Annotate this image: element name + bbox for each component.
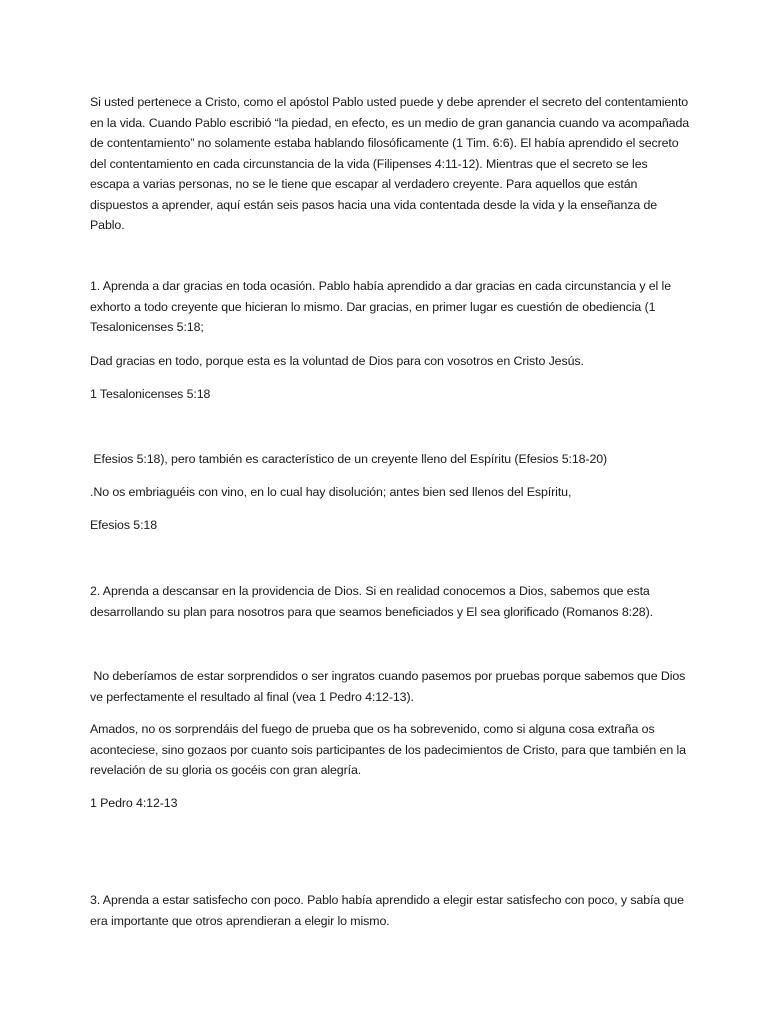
- step-1-paragraph: 1. Aprenda a dar gracias en toda ocasión. Pablo había aprendido a dar gracias en cada circunstancia y el le exhorto a todo creyente que hicieran lo mismo. Dar gracias, en primer lugar es cuestión de obediencia (1 Tesalonicenses 5:18;: [90, 279, 675, 334]
- trials-paragraph: No deberíamos de estar sorprendidos o ser ingratos cuando pasemos por pruebas porque sabemos que Dios ve perfectamente el resultado al final (vea 1 Pedro 4:12-13).: [90, 669, 689, 704]
- verse-quote-3: Amados, no os sorprendáis del fuego de prueba que os ha sobrevenido, como si alguna cosa extraña os aconteciese, sino gozaos por cuanto sois participantes de los padecimientos de Cristo, para que también en la revelación de su gloria os gocéis con gran alegría.: [90, 722, 690, 777]
- intro-paragraph: Si usted pertenece a Cristo, como el apóstol Pablo usted puede y debe aprender el secreto del contentamiento en la vida. Cuando Pablo escribió “la piedad, en efecto, es un medio de gran ganancia cuando va acompañada de contentamiento” no solamente estaba hablando filosóficamente (1 Tim. 6:6). El había aprendido el secreto del contentamiento en cada circunstancia de la vida (Filipenses 4:11-12). Mientras que el secreto se les escapa a varias personas, no se le tiene que escapar al verdadero creyente. Para aquellos que están dispuestos a aprender, aquí están seis pasos hacia una vida contentada desde la vida y la enseñanza de Pablo.: [90, 95, 693, 232]
- verse-reference-1: 1 Tesalonicenses 5:18: [90, 387, 211, 401]
- verse-reference-2: Efesios 5:18: [90, 518, 157, 532]
- verse-reference-3: 1 Pedro 4:12-13: [90, 796, 178, 810]
- verse-quote-2: .No os embriaguéis con vino, en lo cual hay disolución; antes bien sed llenos del Espíritu,: [90, 485, 572, 499]
- efesios-paragraph: Efesios 5:18), pero también es característico de un creyente lleno del Espíritu (Efesios 5:18-20): [90, 452, 608, 466]
- step-2-paragraph: 2. Aprenda a descansar en la providencia de Dios. Si en realidad conocemos a Dios, sabemos que esta desarrollando su plan para nosotros para que seamos beneficiados y El sea glorificado (Romanos 8:28).: [90, 584, 654, 619]
- verse-quote-1: Dad gracias en todo, porque esta es la voluntad de Dios para con vosotros en Cristo Jesús.: [90, 354, 584, 368]
- step-3-paragraph: 3. Aprenda a estar satisfecho con poco. Pablo había aprendido a elegir estar satisfecho con poco, y sabía que era importante que otros aprendieran a elegir lo mismo.: [90, 893, 688, 928]
